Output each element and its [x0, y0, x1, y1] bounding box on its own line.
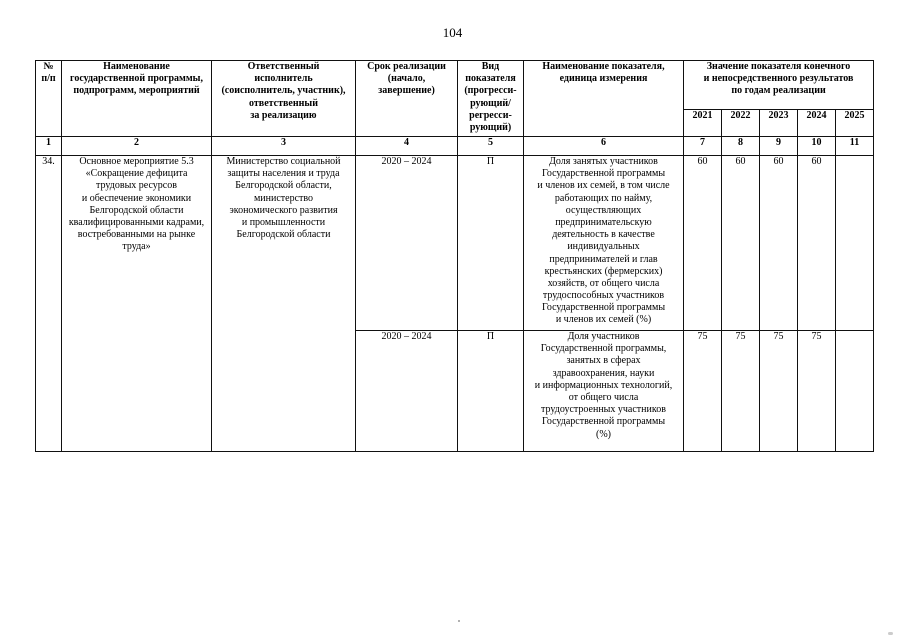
value-2024: 60 — [798, 156, 836, 331]
column-number: 2 — [62, 137, 212, 156]
header-year-2021: 2021 — [684, 110, 722, 137]
column-number: 11 — [836, 137, 874, 156]
header-values-group: Значение показателя конечного и непосредственного результатов по годам реализации — [684, 61, 874, 110]
indicators-table — [35, 60, 874, 452]
header-year-2022: 2022 — [722, 110, 760, 137]
value-2024: 75 — [798, 331, 836, 452]
table-row — [36, 156, 874, 331]
indicator-name: Доля занятых участников Государственной программы и членов их семей, в том числе работающих по найму, осуществляющих предпринимательскую деятельность в качестве индивидуальных предпринимателей и глав крестьянских (фермерских) хозяйств, от общего числа трудоспособных участников Государственной программы и членов их семей (%) — [524, 156, 684, 331]
indicator-name: Доля участников Государственной программы, занятых в сферах здравоохранения, науки и информационных технологий, от общего числа трудоустроенных участников Государственной программы (%) — [524, 331, 684, 452]
row-number: 34. — [36, 156, 62, 452]
header-year-2024: 2024 — [798, 110, 836, 137]
executor: Министерство социальной защиты населения и труда Белгородской области, министерство экономического развития и промышленности Белгородской области — [212, 156, 356, 452]
value-2021: 60 — [684, 156, 722, 331]
period: 2020 – 2024 — [356, 331, 458, 452]
value-2025 — [836, 331, 874, 452]
header-indicator-name: Наименование показателя, единица измерения — [524, 61, 684, 137]
column-number: 10 — [798, 137, 836, 156]
value-2023: 75 — [760, 331, 798, 452]
header-year-2023: 2023 — [760, 110, 798, 137]
column-number: 4 — [356, 137, 458, 156]
value-2021: 75 — [684, 331, 722, 452]
program-name: Основное мероприятие 5.3 «Сокращение дефицита трудовых ресурсов и обеспечение экономики Белгородской области квалифицированными кадрами, востребованными на рынке труда» — [62, 156, 212, 452]
column-number: 5 — [458, 137, 524, 156]
column-number: 3 — [212, 137, 356, 156]
header-number: № п/п — [36, 61, 62, 137]
scan-dot — [888, 632, 893, 635]
column-numbers-row — [36, 137, 874, 156]
indicator-type: П — [458, 331, 524, 452]
column-number: 6 — [524, 137, 684, 156]
header-executor: Ответственный исполнитель (соисполнитель, участник), ответственный за реализацию — [212, 61, 356, 137]
scan-dot — [458, 620, 460, 622]
header-program-name: Наименование государственной программы, подпрограмм, мероприятий — [62, 61, 212, 137]
column-number: 9 — [760, 137, 798, 156]
header-indicator-type: Вид показателя (прогресси- рующий/ регресси- рующий) — [458, 61, 524, 137]
value-2023: 60 — [760, 156, 798, 331]
period: 2020 – 2024 — [356, 156, 458, 331]
value-2022: 75 — [722, 331, 760, 452]
page-number: 104 — [442, 25, 463, 40]
indicator-type: П — [458, 156, 524, 331]
column-number: 1 — [36, 137, 62, 156]
column-number: 8 — [722, 137, 760, 156]
header-year-2025: 2025 — [836, 110, 874, 137]
column-number: 7 — [684, 137, 722, 156]
value-2025 — [836, 156, 874, 331]
value-2022: 60 — [722, 156, 760, 331]
header-period: Срок реализации (начало, завершение) — [356, 61, 458, 137]
